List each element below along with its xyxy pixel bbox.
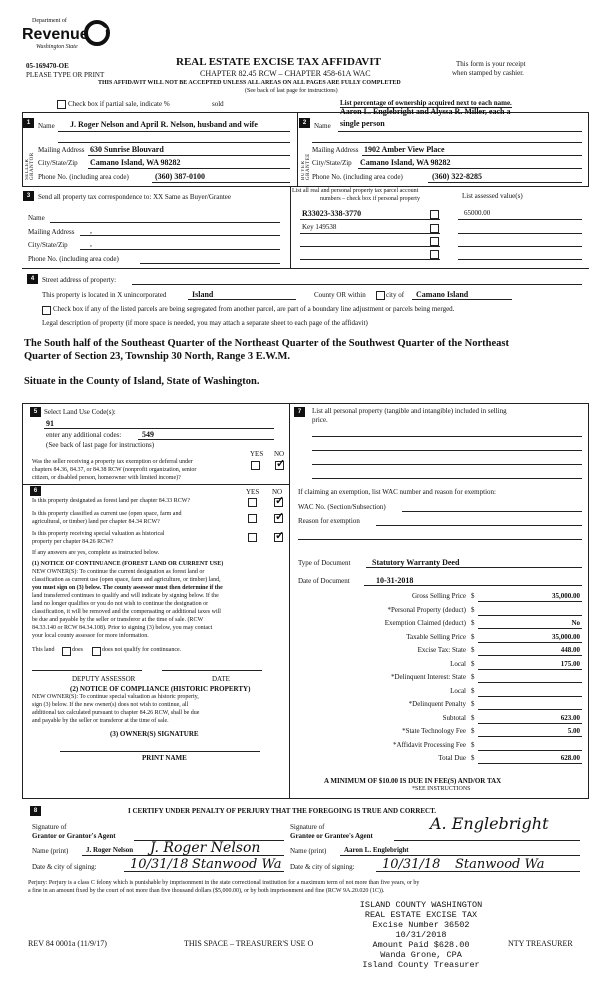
notice1-title: (1) NOTICE OF CONTINUANCE (FOREST LAND OR CURRENT USE) [32,561,224,567]
dor-swoosh-icon [84,20,110,46]
parcel-2: Key 149538 [302,223,337,231]
notice1-l3: you must sign on (3) below. The county assessor must then determine if the [32,585,223,591]
section-4-badge: 4 [27,274,38,284]
notice1-l8: 84.33.140 or RCW 84.34.108). Prior to signing (3) below, you may contact [32,625,213,631]
doc-type-label: Type of Document [298,559,351,567]
grantor-name-print: J. Roger Nelson [86,846,134,854]
legal-line-2: Quarter of Section 23, Township 30 North, Range 3 E.W.M. [24,351,291,362]
s5-yes-header: YES [250,450,264,458]
parcel-3-checkbox[interactable] [430,237,439,246]
land-use-code: 91 [46,419,54,428]
grantor-name-print-label: Name (print) [32,847,69,855]
grantee-signature: A. Englebright [430,814,549,833]
tax-row-underline [478,669,582,670]
personal-property-label-2: price. [312,416,328,424]
parcel-1-checkbox[interactable] [430,210,439,219]
treasurer-use-label: THIS SPACE – TREASURER'S USE O [184,939,314,948]
grantor-date-handwritten: 10/31/18 [130,857,189,872]
grantor-city-handwritten: Stanwood Wa [192,857,282,872]
county-value: Island [192,290,214,299]
tax-row-value: 175.00 [560,659,580,668]
treasurer-use-tail: NTY TREASURER [508,939,573,948]
seller-mailing-label: Mailing Address [38,146,85,154]
s5-q1-line3: citizen, or disabled person, homeowner with limited income)? [32,475,181,481]
city-of-label: city of [386,291,405,299]
tax-row-underline [478,723,582,724]
logo-text-dept: Department of [32,18,67,24]
corr-city-value: , [90,239,92,248]
notice1-l5: land no longer qualifies or you do not wish to continue the designation or [32,601,209,607]
city-value: Camano Island [416,290,469,299]
s5-q1-line1: Was the seller receiving a property tax exemption or deferral under [32,459,193,465]
land-use-label: Select Land Use Code(s): [44,408,116,416]
personal-property-label-1: List all personal property (tangible and intangible) included in selling [312,407,507,415]
treasurer-stamp [336,900,506,970]
buyer-phone-value: (360) 322-8285 [432,172,482,181]
notice2-l2: sign (3) below. If the new owner(s) does not wish to continue, all [32,702,189,708]
tax-row-label: *Affidavit Processing Fee [393,740,466,749]
tax-row-underline [478,682,582,683]
parcels-header-1: List all real and personal property tax parcel account [292,188,419,194]
corr-mailing-label: Mailing Address [28,228,75,236]
land-label: This land [32,647,55,653]
buyer-name-label: Name [314,122,331,130]
notice1-l6: classification, it will be removed and the compensating or additional taxes will [32,609,221,615]
notice1-l1: NEW OWNER(S): To continue the current designation as forest land or [32,569,205,575]
partial-sale-sold: sold [212,100,224,108]
segregated-label: Check box if any of the listed parcels are being segregated from another parcel, are part of a boundary line adjustment or parcels being merged. [53,305,455,313]
s6-if-yes: If any answers are yes, complete as instructed below. [32,550,160,556]
notice2-l4: and payable by the seller or transferor at the time of sale. [32,718,169,724]
tax-row-underline [478,696,582,697]
warning-line: THIS AFFIDAVIT WILL NOT BE ACCEPTED UNLESS ALL AREAS ON ALL PAGES ARE FULLY COMPLETED [98,80,401,86]
tax-row-dollar: $ [471,673,475,681]
segregated-checkbox[interactable] [42,306,51,315]
section-3-badge: 3 [23,191,34,201]
land-does-not-checkbox[interactable] [92,647,101,656]
chapter-line: CHAPTER 82.45 RCW – CHAPTER 458-61A WAC [200,69,371,78]
county-or-label: County OR within [314,291,366,299]
grantor-date-label: Date & city of signing: [32,863,97,871]
corr-phone-label: Phone No. (including area code) [28,255,119,263]
doc-date-label: Date of Document [298,577,350,585]
correspondence-label: Send all property tax correspondence to: XX Same as Buyer/Grantee [38,193,232,201]
tax-row-value: 628.00 [560,754,580,762]
tax-row-underline [478,763,582,764]
tax-row-value: No [571,619,580,627]
section-2-badge: 2 [299,118,310,128]
buyer-mailing-label: Mailing Address [312,146,359,154]
tax-row-underline [478,736,582,737]
deputy-date-label: DATE [212,675,230,683]
tax-row-label: *State Technology Fee [402,727,466,735]
s5-q1-no-checkbox[interactable] [275,461,284,470]
seller-side-label: SELLER GRANTOR [25,152,35,180]
stamp-line: Excise Number 36502 [372,920,470,930]
perjury-line-1: Perjury: Perjury is a class C felony which is punishable by imprisonment in the state correctional institution for a maximum term of not more than five years, or by [28,880,420,886]
s6-q2-yes-checkbox[interactable] [248,514,257,523]
section-7-badge: 7 [294,407,305,417]
print-name-label: PRINT NAME [142,754,187,762]
exemption-reason-label: Reason for exemption [298,517,360,525]
tax-row-dollar: $ [471,632,475,641]
notice2-l1: NEW OWNER(S): To continue special valuation as historic property, [32,694,199,700]
assessed-value-1: 65000.00 [464,209,491,217]
s6-q3-no-checkbox[interactable] [274,533,283,542]
stamp-line: REAL ESTATE EXCISE TAX [364,910,478,920]
additional-code: 549 [142,430,154,439]
buyer-phone-label: Phone No. (including area code) [312,173,403,181]
owner-signature-label: (3) OWNER(S) SIGNATURE [110,730,199,738]
perjury-line-2: a fine in an amount fixed by the court of not more than five thousand dollars ($5,000.00), or by both imprisonment and fine (RCW 9A.20.020 (1C)). [28,888,385,894]
see-back-note: (See back of last page for instructions) [245,88,338,94]
tax-row-dollar: $ [471,686,475,695]
tax-row-label: Local [450,686,466,695]
tax-row-label: Local [450,659,466,668]
seller-city-value: Camano Island, WA 98282 [90,158,181,167]
tax-row-label: *Personal Property (deduct) [387,605,466,614]
corr-name-label: Name [28,214,45,222]
buyer-name-line2: single person [340,119,385,128]
s6-q2-line2: agricultural, or timber) land per chapter 84.34 RCW? [32,519,160,525]
land-does-label: does [72,647,83,653]
parcel-4-checkbox[interactable] [430,250,439,259]
corr-city-label: City/State/Zip [28,241,68,249]
legal-line-3: Situate in the County of Island, State of Washington. [24,376,260,387]
corr-mailing-value: , [90,226,92,235]
seller-phone-label: Phone No. (including area code) [38,173,129,181]
tax-row-dollar: $ [471,700,475,708]
logo-text-revenue: Revenue [22,26,89,43]
dor-logo [22,16,112,58]
tax-row-label: Excise Tax: State [417,646,466,654]
grantor-sig-label-1: Signature of [32,823,67,831]
tax-row-dollar: $ [471,605,475,614]
tax-row-underline [478,615,582,616]
stamp-line: Wanda Grone, CPA [380,950,462,960]
form-code: 05-169470-OE [26,62,69,70]
additional-codes-label: enter any additional codes: [46,431,122,439]
s6-no-header: NO [272,488,283,496]
notice1-l4: land transferred continues to qualify and will indicate by signing below. If the [32,593,219,599]
tax-row-dollar: $ [471,619,475,627]
s6-q1-yes-checkbox[interactable] [248,498,257,507]
land-does-not-label: does not qualify for continuance. [102,647,182,653]
s6-q3-line1: Is this property receiving special valuation as historical [32,531,165,537]
parcel-2-checkbox[interactable] [430,224,439,233]
notice2-l3: additional tax calculated pursuant to chapter 84.26 RCW, shall be due [32,710,200,716]
receipt-note-2: when stamped by cashier. [452,69,524,77]
grantee-sig-label-1: Signature of [290,823,325,831]
notice1-l7: be due and payable by the seller or transferor at the time of sale. (RCW [32,617,204,623]
tax-row-dollar: $ [471,713,475,722]
tax-row-underline [478,655,582,656]
s6-q3-yes-checkbox[interactable] [248,533,257,542]
tax-row-label: Subtotal [442,713,466,722]
city-checkbox[interactable] [376,291,385,300]
stamp-line: Amount Paid $628.00 [372,940,470,950]
section-1-badge: 1 [23,118,34,128]
notice2-title: (2) NOTICE OF COMPLIANCE (HISTORIC PROPERTY) [70,685,251,693]
tax-row-dollar: $ [471,646,475,654]
grantee-city-handwritten: Stanwood Wa [455,857,545,872]
grantee-date-handwritten: 10/31/18 [382,857,441,872]
section-5-badge: 5 [30,407,41,417]
doc-date-value: 10-31-2018 [376,576,414,585]
buyer-city-value: Camano Island, WA 98282 [360,158,451,167]
tax-row-label: Taxable Selling Price [406,632,466,641]
tax-row-dollar: $ [471,727,475,735]
notice1-l9: your local county assessor for more information. [32,633,149,639]
page-title: REAL ESTATE EXCISE TAX AFFIDAVIT [176,56,381,68]
stamp-line: 10/31/2018 [395,930,447,940]
s6-q2-line1: Is this property classified as current use (open space, farm and [32,511,182,517]
buyer-name-line1: Aaron L. Englebright and Alyssa R. Miller, each a [340,107,511,116]
tax-row-underline [478,601,582,602]
seller-phone-value: (360) 387-0100 [155,172,205,181]
parcel-1: R33023-338-3770 [302,209,362,218]
tax-row-underline [478,642,582,643]
s5-q1-yes-checkbox[interactable] [251,461,260,470]
s5-no-header: NO [274,450,285,458]
tax-row-value: 35,000.00 [552,632,580,641]
grantee-date-label: Date & city of signing: [290,863,355,871]
seller-name-value: J. Roger Nelson and April R. Nelson, husband and wife [70,120,258,129]
grantor-signature: J. Roger Nelson [150,840,261,856]
partial-sale-checkbox[interactable] [57,100,66,109]
certify-statement: I CERTIFY UNDER PENALTY OF PERJURY THAT THE FOREGOING IS TRUE AND CORRECT. [128,807,437,815]
minimum-due-note: A MINIMUM OF $10.00 IS DUE IN FEE(S) AND/OR TAX [324,777,502,785]
parcels-header-2: numbers – check box if personal property [320,196,420,202]
tax-row-underline [478,709,582,710]
see-instructions-note: *SEE INSTRUCTIONS [412,786,471,792]
tax-row-value: 35,000.00 [552,592,580,600]
s6-q3-line2: property per chapter 84.26 RCW? [32,539,114,545]
wac-label: WAC No. (Section/Subsection) [298,503,386,511]
logo-text-state: Washington State [36,44,78,50]
doc-type-value: Statutory Warranty Deed [372,558,460,567]
seller-city-label: City/State/Zip [38,159,78,167]
notice1-l2: classification as current use (open space, farm and agriculture, or timber) land, [32,577,221,583]
assessed-header: List assessed value(s) [462,192,523,200]
grantee-name-print-label: Name (print) [290,847,327,855]
stamp-line: Island County Treasurer [362,960,480,970]
tax-row-label: Total Due [438,754,466,762]
street-label: Street address of property: [42,276,117,284]
legal-line-1: The South half of the Southeast Quarter of the Northeast Quarter of the Southwest Quarter of the Northeast [24,338,509,349]
seller-mailing-value: 630 Sunrise Blouvard [90,145,164,154]
form-revision: REV 84 0001a (11/9/17) [28,939,107,948]
section-6-badge: 6 [30,486,41,496]
grantee-sig-label-2: Grantee or Grantee's Agent [290,832,373,840]
ownership-note: List percentage of ownership acquired next to each name. [340,99,512,107]
tax-row-label: *Delinquent Interest: State [390,673,466,681]
partial-sale-label: Check box if partial sale, indicate % [68,100,170,108]
tax-row-underline [478,628,582,629]
buyer-mailing-value: 1902 Amber View Place [364,145,445,154]
tax-row-dollar: $ [471,659,475,668]
s6-q1-no-checkbox[interactable] [274,498,283,507]
tax-row-dollar: $ [471,592,475,600]
s6-q1: Is this property designated as forest land per chapter 84.33 RCW? [32,498,191,504]
tax-row-value: 623.00 [560,713,580,722]
tax-row-dollar: $ [471,754,475,762]
stamp-line: ISLAND COUNTY WASHINGTON [359,900,483,910]
section-8-badge: 8 [30,806,41,816]
land-does-checkbox[interactable] [62,647,71,656]
buyer-city-label: City/State/Zip [312,159,352,167]
s6-q2-no-checkbox[interactable] [274,514,283,523]
legal-label: Legal description of property (if more space is needed, you may attach a separate sheet to each page of the affidavit) [42,319,368,327]
grantor-sig-label-2: Grantor or Grantor's Agent [32,832,116,840]
located-label: This property is located in X unincorporated [42,291,167,299]
s6-yes-header: YES [246,488,260,496]
tax-row-label: Gross Selling Price [411,592,466,600]
tax-row-dollar: $ [471,740,475,749]
receipt-note-1: This form is your receipt [456,60,526,68]
print-note: PLEASE TYPE OR PRINT [26,71,105,79]
land-use-see-back: (See back of last page for instructions) [46,441,155,449]
buyer-side-label: BUYER GRANTEE [301,153,311,180]
tax-row-value: 5.00 [567,727,580,735]
tax-row-underline [478,750,582,751]
seller-name-label: Name [38,122,55,130]
tax-row-value: 448.00 [560,646,580,654]
grantee-name-print: Aaron L. Englebright [344,846,409,854]
tax-row-label: *Delinquent Penalty [408,700,466,708]
tax-row-label: Exemption Claimed (deduct) [384,619,466,627]
deputy-assessor-label: DEPUTY ASSESSOR [72,675,136,683]
exemption-label: If claiming an exemption, list WAC number and reason for exemption: [298,488,496,496]
s5-q1-line2: chapters 84.36, 84.37, or 84.38 RCW (nonprofit organization, senior [32,467,197,473]
